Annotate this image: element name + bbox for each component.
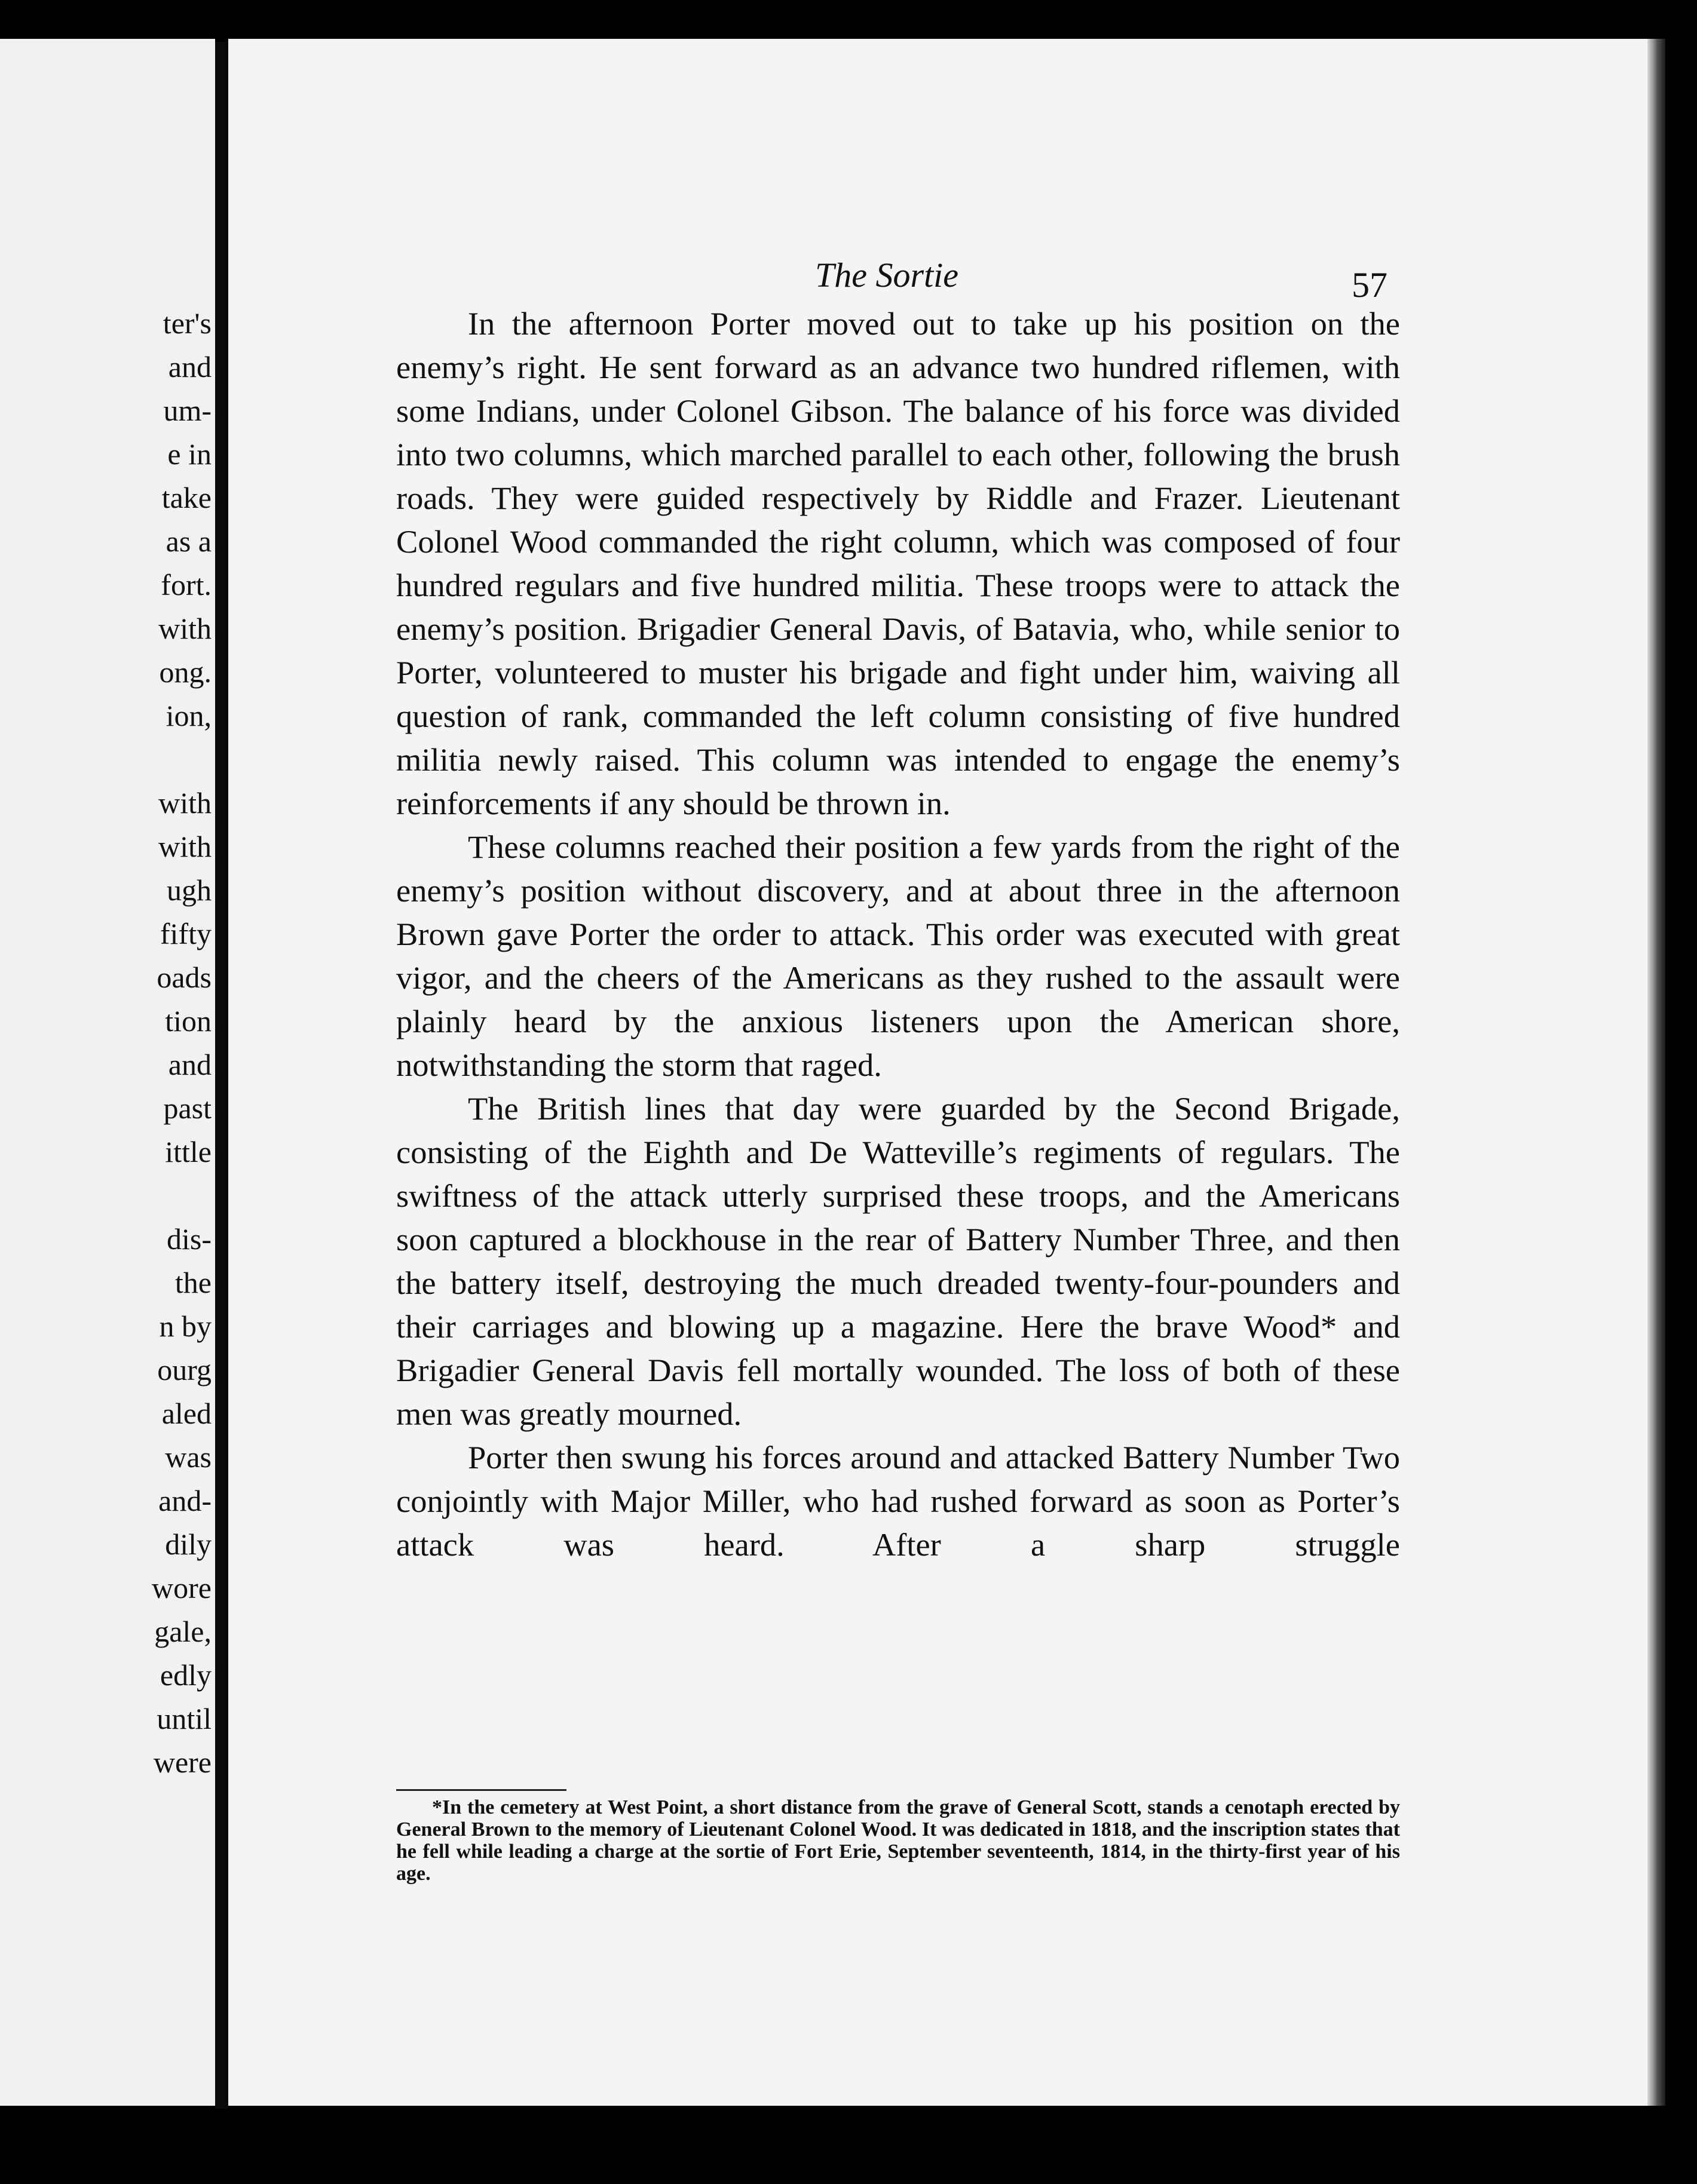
facing-page-fragments	[0, 302, 215, 1784]
facing-page-line: dily	[165, 1527, 212, 1561]
paragraph: These columns reached their position a few yards from the right of the enemy’s position without discovery, and at about three in the afternoon Brown gave Porter the order to attack. This order was executed with great vigor, and the cheers of the Americans as they rushed to the assault were plainly heard by the anxious listeners upon the American shore, notwithstanding the storm that raged.	[396, 829, 1400, 1083]
body-text	[396, 302, 1400, 1566]
facing-page-line: were	[153, 1746, 212, 1779]
facing-page-line	[0, 1174, 215, 1217]
facing-page-line: aled	[161, 1397, 212, 1430]
facing-page-line: wore	[152, 1571, 212, 1605]
facing-page-line: ter's	[163, 306, 212, 340]
facing-page-line: as a	[166, 524, 212, 558]
facing-page-line: with	[158, 830, 212, 863]
page-edge	[1647, 39, 1665, 2106]
footnote: *In the cemetery at West Point, a short distance from the grave of General Scott, stands a cenotaph erected by General Brown to the memory of Lieutenant Colonel Wood. It was dedicated in 1818, and the inscription states that he fell while leading a charge at the sortie of Fort Erie, September seventeenth, 1814, in the thirty-first year of his age.	[396, 1796, 1400, 1885]
facing-page	[0, 39, 215, 2106]
facing-page-line: with	[158, 612, 212, 645]
page	[228, 39, 1647, 2106]
facing-page-line: fort.	[161, 568, 212, 602]
facing-page-line: fifty	[160, 917, 212, 950]
running-title: The Sortie	[815, 256, 959, 295]
paragraph: Porter then swung his forces around and attacked Battery Number Two conjointly with Major Miller, who had rushed forward as soon as Porter’s attack was heard. After a sharp struggle	[396, 1439, 1400, 1563]
facing-page-line: until	[157, 1702, 212, 1735]
facing-page-line: the	[174, 1266, 212, 1299]
facing-page-line: ourg	[157, 1353, 212, 1387]
facing-page-line: past	[163, 1091, 212, 1125]
facing-page-line: with	[158, 786, 212, 820]
facing-page-line: oads	[157, 961, 212, 994]
facing-page-line: tion	[165, 1004, 212, 1038]
facing-page-line: edly	[160, 1658, 212, 1692]
facing-page-line: ong.	[159, 655, 212, 689]
facing-page-line: and	[168, 1048, 212, 1081]
facing-page-line: ittle	[165, 1135, 212, 1168]
running-head	[228, 218, 1647, 305]
page-number: 57	[1352, 265, 1387, 305]
footnote-rule	[396, 1789, 566, 1791]
facing-page-line: and-	[158, 1484, 212, 1517]
paragraph: The British lines that day were guarded by the Second Brigade, consisting of the Eighth and De Watteville’s regiments of regulars. The swiftness of the attack utterly surprised these troops, and the Americans soon captured a blockhouse in the rear of Battery Number Three, and then the battery itself, destroying the much dreaded twenty-four-pounders and their carriages and blowing up a magazine. Here the brave Wood* and Brigadier General Davis fell mortally wounded. The loss of both of these men was greatly mourned.	[396, 1090, 1400, 1432]
facing-page-line: ion,	[166, 699, 212, 732]
facing-page-line: dis-	[167, 1222, 212, 1256]
paragraph: In the afternoon Porter moved out to take up his position on the enemy’s right. He sent forward as an advance two hundred riflemen, with some Indians, under Colonel Gibson. The balance of his force was divided into two columns, which marched parallel to each other, following the brush roads. They were guided respectively by Riddle and Frazer. Lieutenant Colonel Wood commanded the right column, which was composed of four hundred regulars and five hundred militia. These troops were to attack the enemy’s position. Brigadier General Davis, of Batavia, who, while senior to Porter, volunteered to muster his brigade and fight under him, waiving all question of rank, commanded the left column consisting of five hundred militia newly raised. This column was intended to engage the enemy’s reinforcements if any should be thrown in.	[396, 305, 1400, 821]
facing-page-line: and	[168, 350, 212, 384]
facing-page-line: was	[165, 1440, 212, 1474]
facing-page-line: um-	[163, 394, 212, 427]
facing-page-line: take	[161, 481, 212, 514]
facing-page-line: ugh	[167, 873, 212, 907]
book-gutter	[215, 42, 228, 2109]
facing-page-line	[0, 738, 215, 781]
facing-page-line: gale,	[154, 1615, 212, 1648]
facing-page-line: n by	[159, 1309, 212, 1343]
facing-page-line: e in	[167, 437, 212, 471]
